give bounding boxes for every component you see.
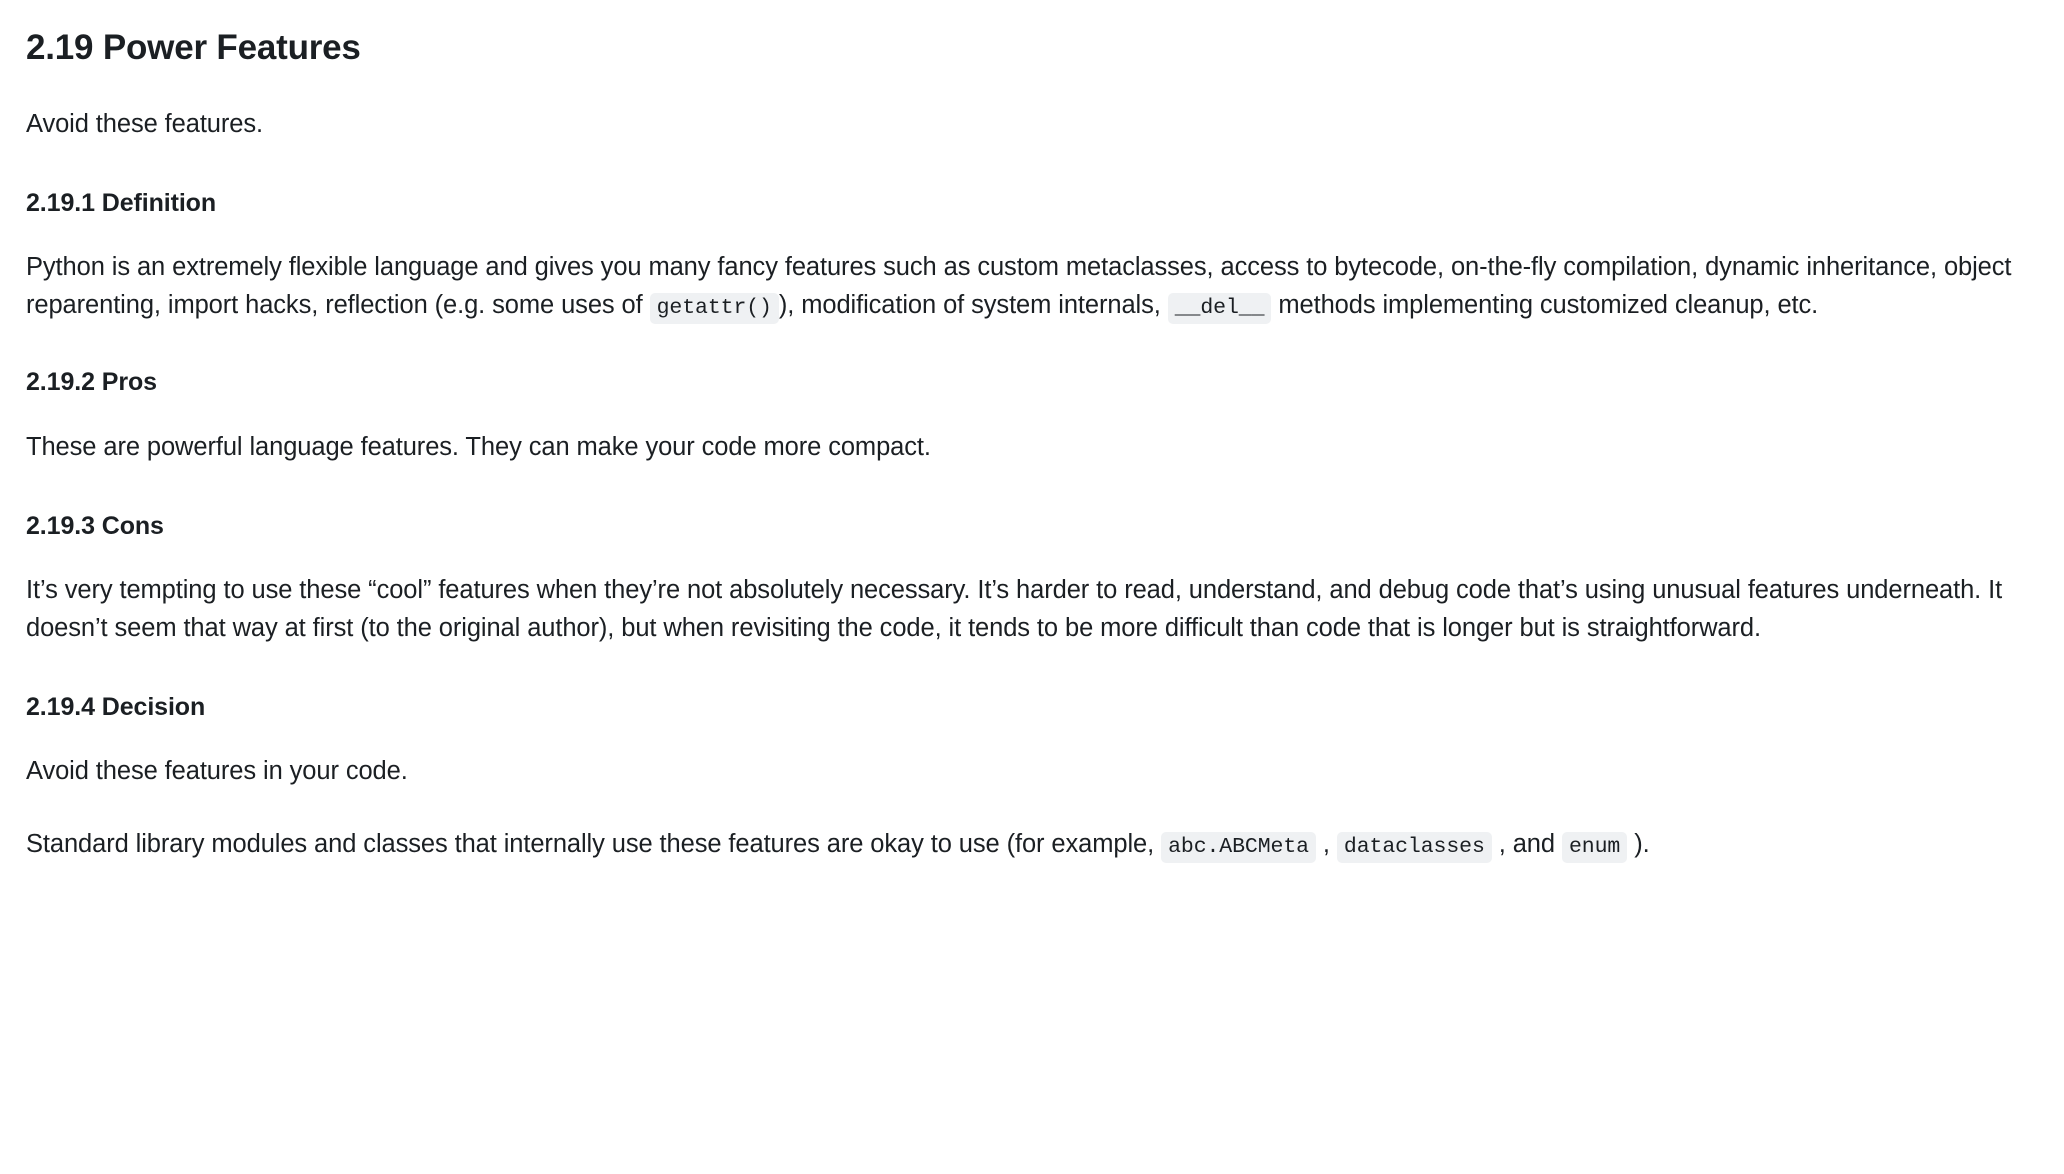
spacer [26,70,2016,106]
spacer [26,324,2016,366]
decision-paragraph: Avoid these features in your code. [26,757,408,786]
spacer [26,647,2016,691]
spacer [26,723,2016,753]
document-body [26,26,2016,864]
heading-definition: 2.19.1 Definition [26,188,217,217]
heading-pros: 2.19.2 Pros [26,368,157,397]
heading-decision: 2.19.4 Decision [26,692,206,721]
decision-text-4: ). [1634,830,1650,859]
decision-paragraph-2 [26,826,2016,863]
definition-text-2: ), modification of system internals, [778,290,1161,319]
definition-paragraph [26,249,2016,324]
definition-text-3: methods implementing customized cleanup, etc. [1278,290,1819,319]
code-enum: enum [1562,832,1627,863]
page-title: 2.19 Power Features [26,28,361,67]
decision-text-3: , and [1498,830,1555,859]
code-dataclasses: dataclasses [1337,832,1492,863]
spacer [26,542,2016,572]
spacer [26,143,2016,187]
spacer [26,466,2016,510]
definition-text-1: Python is an extremely flexible language and gives you many fancy features such as custom metaclasses, access to bytecode, on-the-fly compilation, dynamic inheritance, object reparenting, import hacks, reflection (e.g. some uses of [26,253,2012,319]
code-abc-abcmeta: abc.ABCMeta [1161,832,1316,863]
pros-paragraph: These are powerful language features. They can make your code more compact. [26,432,931,461]
spacer [26,219,2016,249]
decision-text-2: , [1322,830,1330,859]
code-del: __del__ [1168,293,1272,324]
spacer [26,790,2016,826]
decision-text-1: Standard library modules and classes that internally use these features are okay to use (for example, [26,830,1155,859]
code-getattr: getattr() [650,293,779,324]
intro-paragraph: Avoid these features. [26,109,264,138]
cons-paragraph: It’s very tempting to use these “cool” features when they’re not absolutely necessary. It’s harder to read, understand, and debug code that’s using unusual features underneath. It doesn’t seem that way at first (to the original author), but when revisiting the code, it tends to be more difficult than code that is longer but is straightforward. [26,576,2003,642]
spacer [26,399,2016,429]
heading-cons: 2.19.3 Cons [26,511,164,540]
